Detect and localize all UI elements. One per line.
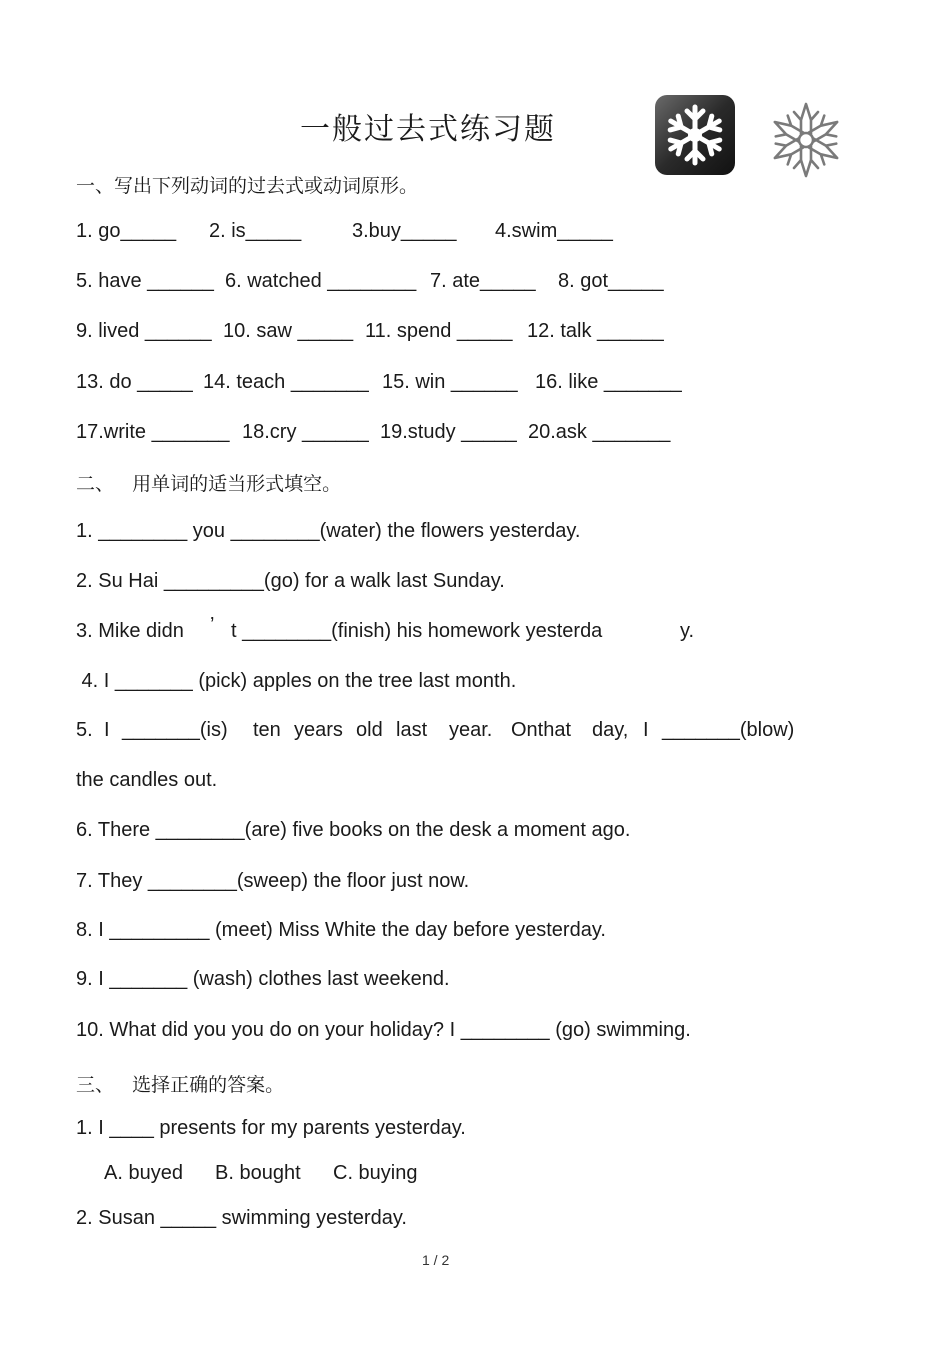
verb-item: 13. do _____: [76, 371, 193, 393]
verb-item: 2. is_____: [209, 220, 302, 242]
question-word: ten: [253, 719, 281, 741]
section-heading: 三、 选择正确的答案。: [76, 1074, 285, 1096]
question-line: the candles out.: [76, 769, 218, 791]
verb-item: 16. like _______: [535, 371, 682, 393]
page-title: 一般过去式练习题: [300, 112, 556, 147]
verb-item: 3.buy_____: [352, 220, 457, 242]
question-word: 5.: [76, 719, 93, 741]
verb-item: 20.ask _______: [528, 421, 671, 443]
question-line: 4. I _______ (pick) apples on the tree last month.: [76, 670, 517, 692]
verb-item: 15. win ______: [382, 371, 518, 393]
question-line: 1. ________ you ________(water) the flowers yesterday.: [76, 520, 581, 542]
question-line: 6. There ________(are) five books on the desk a moment ago.: [76, 819, 631, 841]
question-word: years: [294, 719, 343, 741]
verb-item: 5. have ______: [76, 270, 214, 292]
question-word: last: [396, 719, 428, 741]
question-line: 9. I _______ (wash) clothes last weekend.: [76, 968, 450, 990]
section-heading: 一、写出下列动词的过去式或动词原形。: [76, 175, 419, 197]
question-word: Onthat: [511, 719, 572, 741]
verb-item: 19.study _____: [380, 421, 517, 443]
question-line: t ________(finish) his homework yesterda: [231, 620, 603, 642]
question-word: _______(is): [122, 719, 228, 741]
verb-item: 11. spend _____: [365, 320, 513, 342]
apostrophe: ’: [210, 614, 215, 636]
question-line: 3. Mike didn: [76, 620, 184, 642]
answer-option: B. bought: [215, 1162, 301, 1184]
question-line: 8. I _________ (meet) Miss White the day before yesterday.: [76, 919, 606, 941]
question-word: year.: [449, 719, 493, 741]
verb-item: 10. saw _____: [223, 320, 354, 342]
question-line: 7. They ________(sweep) the floor just now.: [76, 870, 470, 892]
verb-item: 8. got_____: [558, 270, 664, 292]
question-line: 2. Su Hai _________(go) for a walk last Sunday.: [76, 570, 505, 592]
question-line: y.: [680, 620, 695, 642]
answer-option: C. buying: [333, 1162, 418, 1184]
question-word: I: [643, 719, 649, 741]
verb-item: 6. watched ________: [225, 270, 417, 292]
verb-item: 7. ate_____: [430, 270, 536, 292]
question-word: old: [356, 719, 383, 741]
question-line: 2. Susan _____ swimming yesterday.: [76, 1207, 407, 1229]
verb-item: 12. talk ______: [527, 320, 664, 342]
snowflake-outline-icon: [766, 100, 846, 180]
question-line: 10. What did you you do on your holiday? I ________ (go) swimming.: [76, 1019, 691, 1041]
verb-item: 4.swim_____: [495, 220, 613, 242]
verb-item: 1. go_____: [76, 220, 177, 242]
question-word: I: [104, 719, 110, 741]
verb-item: 14. teach _______: [203, 371, 369, 393]
page-number: 1 / 2: [422, 1252, 450, 1268]
section-heading: 二、 用单词的适当形式填空。: [76, 473, 342, 495]
answer-option: A. buyed: [104, 1162, 183, 1184]
question-line: 1. I ____ presents for my parents yesterday.: [76, 1117, 466, 1139]
question-word: day,: [592, 719, 629, 741]
snowflake-dark-tile-icon: [654, 94, 736, 176]
verb-item: 17.write _______: [76, 421, 230, 443]
verb-item: 9. lived ______: [76, 320, 212, 342]
verb-item: 18.cry ______: [242, 421, 369, 443]
question-word: _______(blow): [662, 719, 795, 741]
